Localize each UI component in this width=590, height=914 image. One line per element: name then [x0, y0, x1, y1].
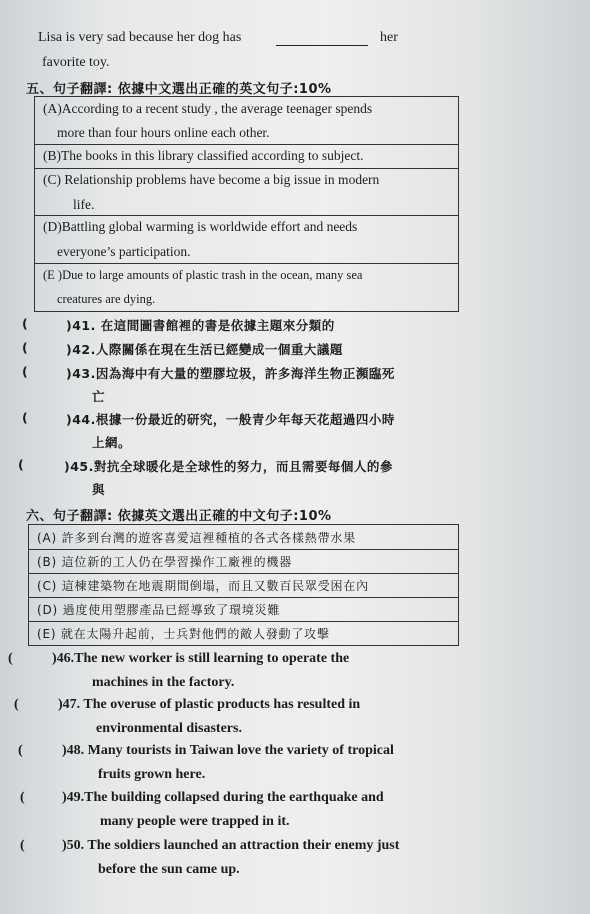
- q49-text: )49.The building collapsed during the earthquake and: [62, 790, 384, 805]
- q46-paren[interactable]: (: [8, 651, 13, 666]
- q50-text-cont: before the sun came up.: [98, 862, 240, 877]
- q48-text-cont: fruits grown here.: [98, 767, 206, 782]
- q50-paren[interactable]: (: [20, 838, 25, 853]
- option-e-line2: creatures are dying.: [57, 292, 156, 306]
- section5-options-box: [34, 96, 459, 312]
- option-b-line1: (B)The books in this library classified according to subject.: [43, 148, 364, 163]
- q44-paren[interactable]: (: [22, 410, 29, 425]
- option-a: (A) 許多到台灣的遊客喜愛這裡種植的各式各樣熱帶水果: [37, 531, 356, 545]
- q43-paren[interactable]: (: [22, 364, 29, 379]
- section5-heading: 五、句子翻譯: 依據中文選出正確的英文句子:10%: [26, 82, 332, 97]
- section6-heading: 六、句子翻譯: 依據英文選出正確的中文句子:10%: [26, 509, 332, 524]
- option-a-line2: more than four hours online each other.: [57, 125, 270, 140]
- intro-text-after: her: [380, 30, 398, 45]
- q49-text-cont: many people were trapped in it.: [100, 814, 290, 829]
- answer-blank[interactable]: [276, 45, 368, 46]
- option-divider: [29, 597, 458, 598]
- option-divider: [35, 144, 458, 145]
- option-c-line1: (C) Relationship problems have become a big issue in modern: [43, 172, 380, 187]
- q50-text: )50. The soldiers launched an attraction their enemy just: [62, 838, 400, 853]
- q44-text: )44.根據一份最近的研究，一般青少年每天花超過四小時: [66, 412, 395, 427]
- option-divider: [35, 215, 458, 216]
- q42-paren[interactable]: (: [22, 340, 29, 355]
- option-d: (D) 過度使用塑膠產品已經導致了環境災難: [37, 603, 281, 617]
- q43-text: )43.因為海中有大量的塑膠垃圾，許多海洋生物正瀕臨死: [66, 366, 395, 381]
- option-divider: [29, 573, 458, 574]
- intro-line-2: favorite toy.: [42, 55, 110, 70]
- q47-text: )47. The overuse of plastic products has resulted in: [58, 697, 361, 712]
- q47-paren[interactable]: (: [14, 697, 19, 712]
- intro-line-1: [38, 30, 241, 46]
- section6-options-box: [28, 524, 459, 646]
- intro-text-before: Lisa is very sad because her dog has: [38, 30, 242, 45]
- q45-text-cont: 與: [92, 482, 106, 497]
- q42-text: )42.人際關係在現在生活已經變成一個重大議題: [66, 342, 343, 357]
- q45-text: )45.對抗全球暖化是全球性的努力，而且需要每個人的參: [64, 459, 393, 474]
- option-a-line1: (A)According to a recent study , the average teenager spends: [43, 101, 373, 116]
- q49-paren[interactable]: (: [20, 790, 25, 805]
- option-b: (B) 這位新的工人仍在學習操作工廠裡的機器: [37, 555, 293, 569]
- q45-paren[interactable]: (: [18, 457, 25, 472]
- option-c: (C) 這棟建築物在地震期間倒塌，而且又數百民眾受困在內: [37, 579, 369, 593]
- q48-text: )48. Many tourists in Taiwan love the variety of tropical: [62, 743, 394, 758]
- option-e-line1: (E )Due to large amounts of plastic trash in the ocean, many sea: [43, 268, 363, 282]
- q43-text-cont: 亡: [92, 389, 106, 404]
- option-divider: [35, 168, 458, 169]
- q47-text-cont: environmental disasters.: [96, 721, 242, 736]
- q41-paren[interactable]: (: [22, 316, 29, 331]
- q48-paren[interactable]: (: [18, 743, 23, 758]
- q46-text: )46.The new worker is still learning to operate the: [52, 651, 350, 666]
- option-divider: [29, 621, 458, 622]
- option-c-line2: life.: [73, 197, 95, 212]
- option-e: (E) 就在太陽升起前，士兵對他們的敵人發動了攻擊: [37, 627, 330, 641]
- option-d-line1: (D)Battling global warming is worldwide effort and needs: [43, 219, 358, 234]
- option-d-line2: everyone’s participation.: [57, 244, 191, 259]
- q44-text-cont: 上網。: [92, 435, 132, 450]
- q46-text-cont: machines in the factory.: [92, 675, 235, 690]
- q41-text: )41. 在這間圖書館裡的書是依據主題來分類的: [66, 318, 335, 333]
- option-divider: [35, 263, 458, 264]
- option-divider: [29, 549, 458, 550]
